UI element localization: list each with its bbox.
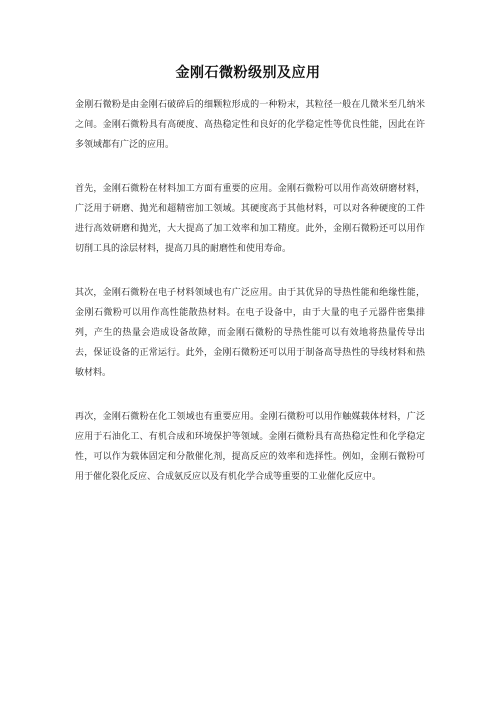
paragraph-intro: 金刚石微粉是由金刚石破碎后的细颗粒形成的一种粉末，其粒径一般在几微米至几纳米之间。金刚石微粉具有高硬度、高热稳定性和良好的化学稳定性等优良性能，因此在许多领域都有广泛的应用。 xyxy=(75,100,425,150)
document-title: 金刚石微粉级别及应用 xyxy=(175,65,321,81)
paragraph-chemical-industry: 再次，金刚石微粉在化工领域也有重要应用。金刚石微粉可以用作触媒载体材料，广泛应用于石油化工、有机合成和环境保护等领域。金刚石微粉具有高热稳定性和化学稳定性，可以作为载体固定和分散催化剂，提高反应的效率和选择性。例如，金刚石微粉可用于催化裂化反应、合成氨反应以及有机化学合成等重要的工业催化反应中。 xyxy=(75,412,425,482)
paragraph-electronic-materials: 其次，金刚石微粉在电子材料领域也有广泛应用。由于其优异的导热性能和绝缘性能，金刚石微粉可以用作高性能散热材料。在电子设备中，由于大量的电子元器件密集排列，产生的热量会造成设备故障，而金刚石微粉的导热性能可以有效地将热量传导出去，保证设备的正常运行。此外，金刚石微粉还可以用于制备高导热性的导线材料和热敏材料。 xyxy=(75,288,425,378)
paragraph-material-processing: 首先，金刚石微粉在材料加工方面有重要的应用。金刚石微粉可以用作高效研磨材料，广泛用于研磨、抛光和超精密加工领域。其硬度高于其他材料，可以对各种硬度的工件进行高效研磨和抛光，大大提高了加工效率和加工精度。此外，金刚石微粉还可以用作切削工具的涂层材料，提高刀具的耐磨性和使用寿命。 xyxy=(75,184,425,254)
document-body xyxy=(75,95,425,511)
